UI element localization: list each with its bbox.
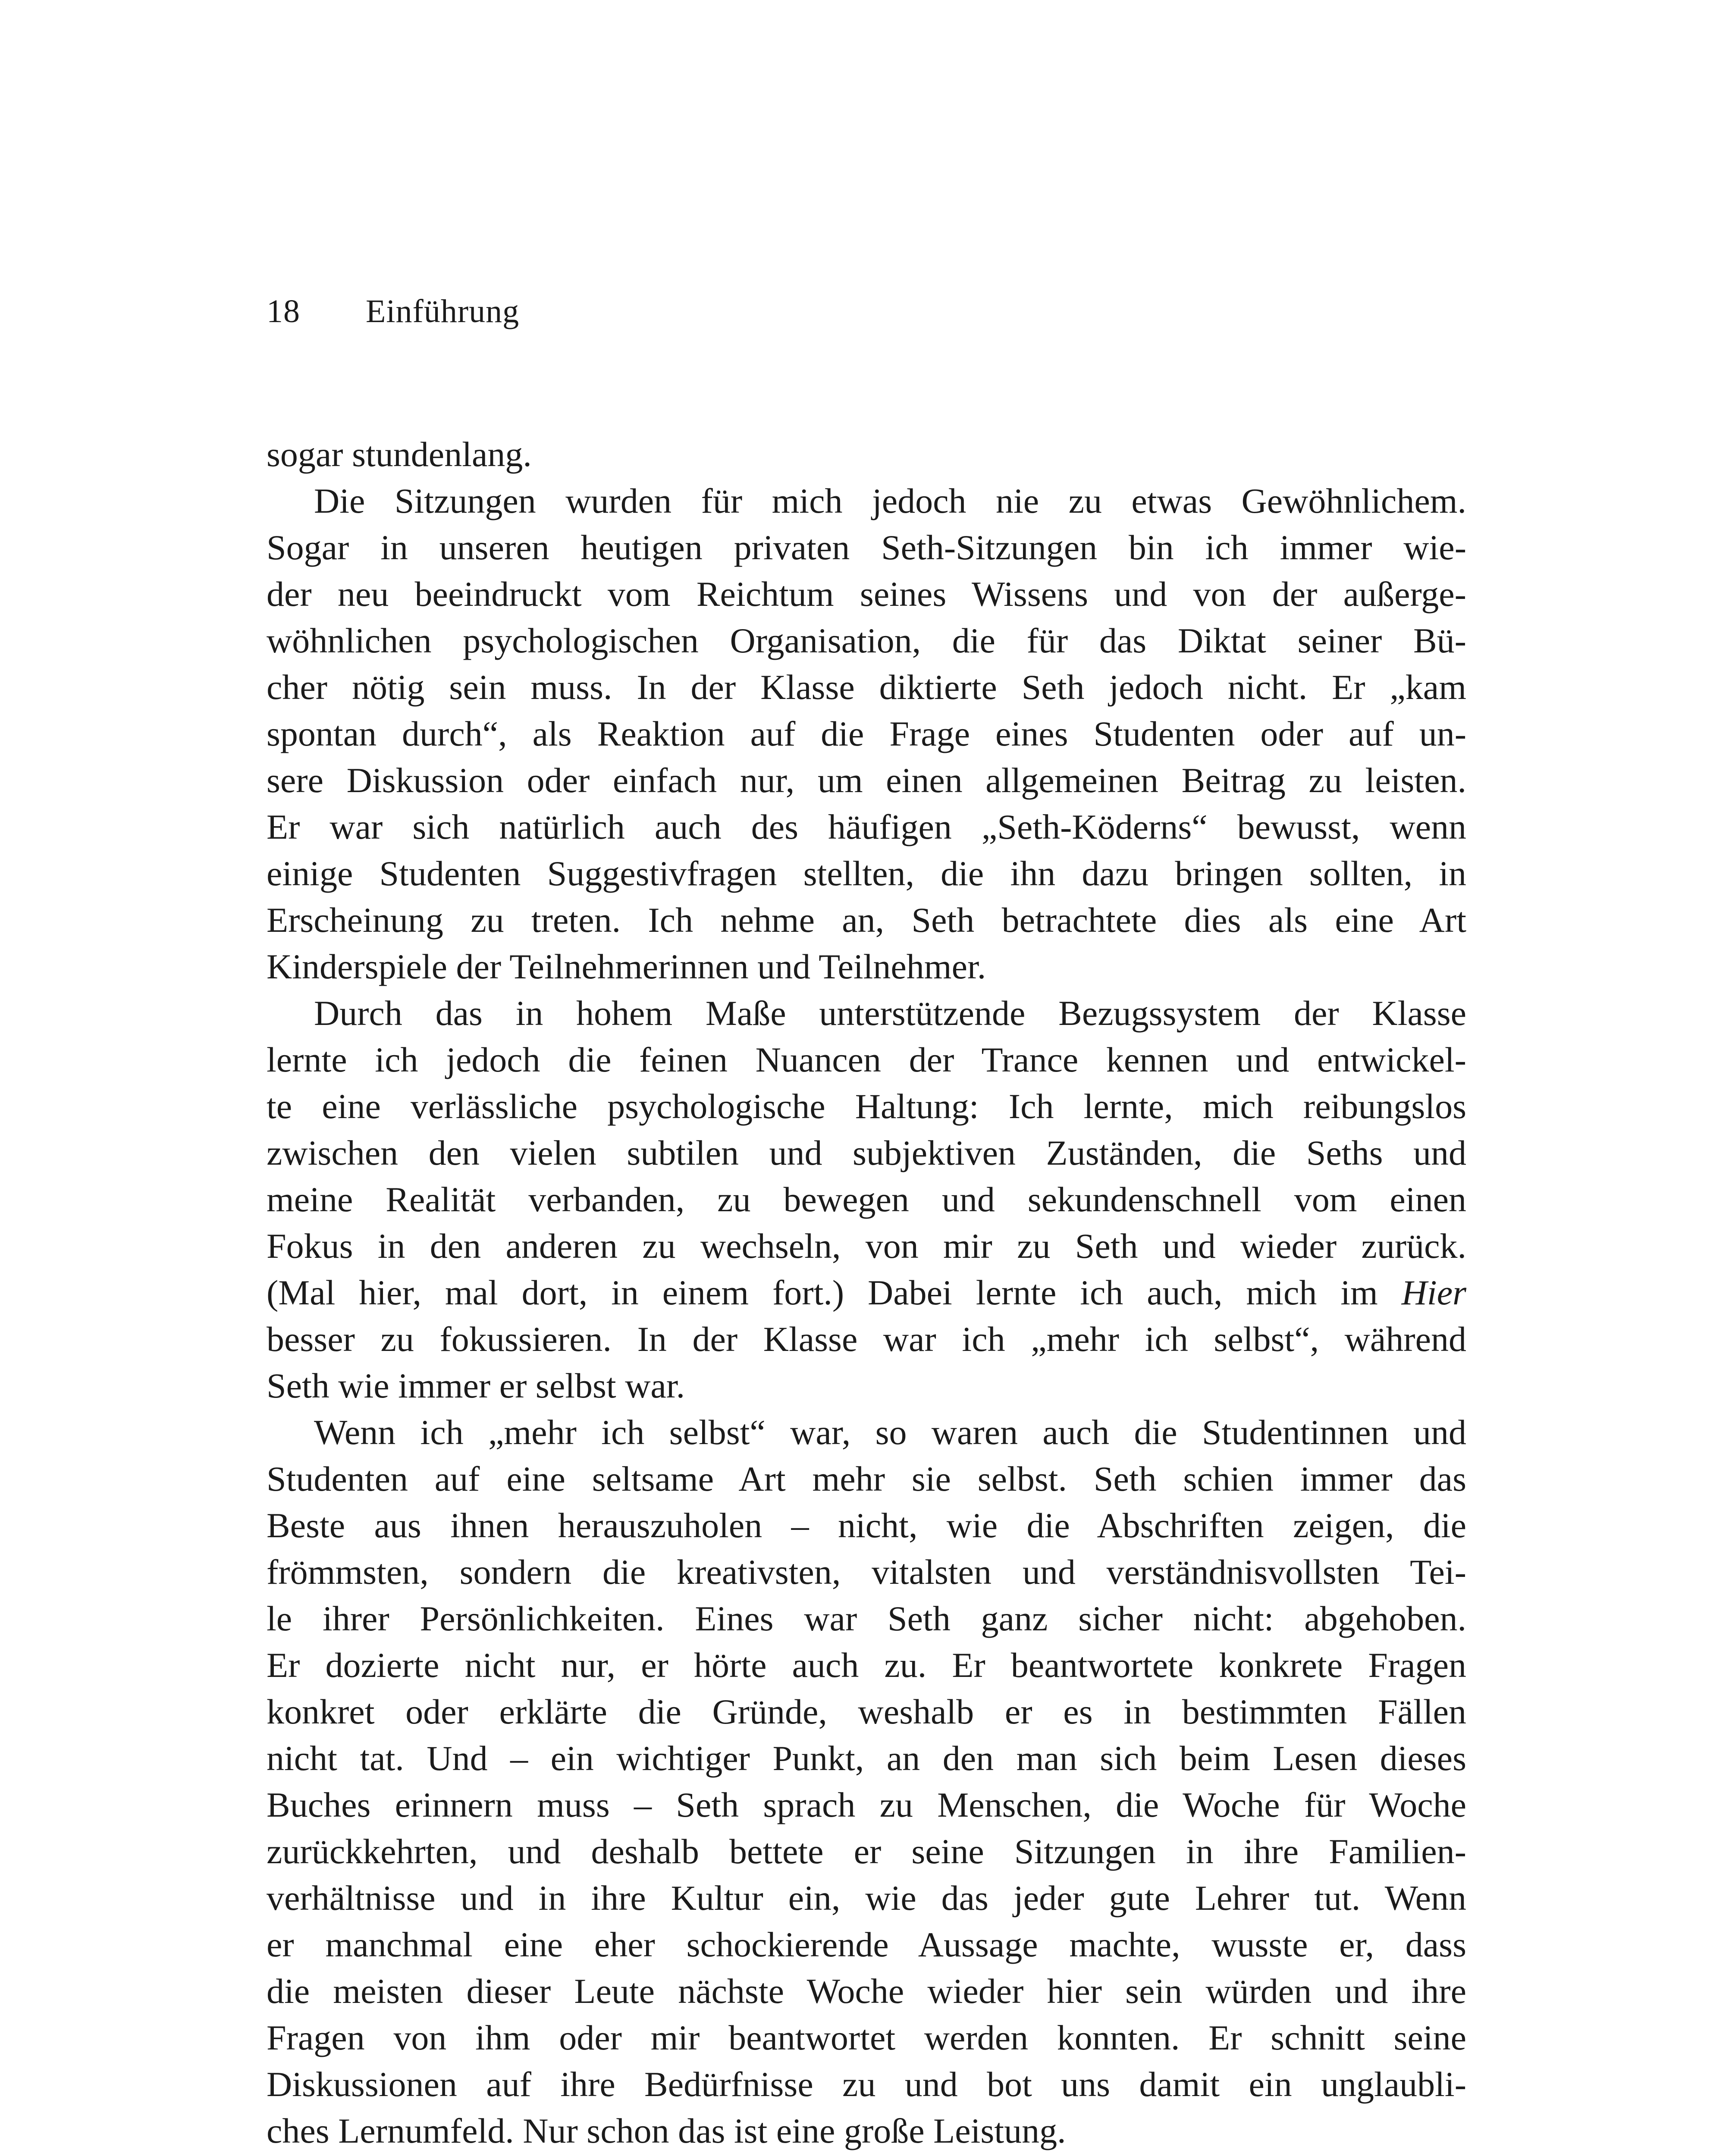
text-line: Sogar in unseren heutigen privaten Seth-Sitzungen bin ich immer wie-: [267, 528, 1466, 567]
text-line: Durch das in hohem Maße unterstützende Bezugssystem der Klasse: [314, 993, 1466, 1033]
text-line: einige Studenten Suggestivfragen stellten, die ihn dazu bringen sollten, in: [267, 854, 1466, 893]
text-line: Beste aus ihnen herauszuholen – nicht, wie die Abschriften zeigen, die: [267, 1506, 1466, 1545]
text-line: cher nötig sein muss. In der Klasse diktierte Seth jedoch nicht. Er „kam: [267, 667, 1466, 707]
text-line: wöhnlichen psychologischen Organisation, die für das Diktat seiner Bü-: [267, 621, 1466, 660]
text-line: zwischen den vielen subtilen und subjektiven Zuständen, die Seths und: [267, 1133, 1466, 1172]
running-head: [267, 290, 519, 333]
text-line: besser zu fokussieren. In der Klasse war ich „mehr ich selbst“, während: [267, 1319, 1466, 1359]
text-line: meine Realität verbanden, zu bewegen und sekundenschnell vom einen: [267, 1180, 1466, 1219]
text-line: te eine verlässliche psychologische Haltung: Ich lernte, mich reibungslos: [267, 1087, 1466, 1126]
text-line: spontan durch“, als Reaktion auf die Frage eines Studenten oder auf un-: [267, 714, 1466, 753]
text-line: Erscheinung zu treten. Ich nehme an, Seth betrachtete dies als eine Art: [267, 900, 1466, 940]
text-line: Die Sitzungen wurden für mich jedoch nie zu etwas Gewöhnlichem.: [314, 481, 1466, 520]
text-line: Studenten auf eine seltsame Art mehr sie selbst. Seth schien immer das: [267, 1459, 1466, 1498]
text-line: verhältnisse und in ihre Kultur ein, wie das jeder gute Lehrer tut. Wenn: [267, 1878, 1466, 1918]
text-line: Buches erinnern muss – Seth sprach zu Menschen, die Woche für Woche: [267, 1785, 1466, 1824]
text-line: Seth wie immer er selbst war.: [267, 1366, 685, 1405]
text-line: Er dozierte nicht nur, er hörte auch zu. Er beantwortete konkrete Fragen: [267, 1645, 1466, 1685]
text-line: ches Lernumfeld. Nur schon das ist eine große Leistung.: [267, 2111, 1066, 2150]
text-line: Fokus in den anderen zu wechseln, von mir zu Seth und wieder zurück.: [267, 1226, 1466, 1266]
text-line: le ihrer Persönlichkeiten. Eines war Seth ganz sicher nicht: abgehoben.: [267, 1599, 1466, 1638]
text-line: die meisten dieser Leute nächste Woche wieder hier sein würden und ihre: [267, 1971, 1466, 2011]
text-line: Er war sich natürlich auch des häufigen „Seth-Köderns“ bewusst, wenn: [267, 807, 1466, 846]
emphasis-text: Hier: [1401, 1273, 1466, 1312]
text-line: Fragen von ihm oder mir beantwortet werden konnten. Er schnitt seine: [267, 2018, 1466, 2057]
text-line: nicht tat. Und – ein wichtiger Punkt, an den man sich beim Lesen dieses: [267, 1739, 1466, 1778]
text-line: konkret oder erklärte die Gründe, weshalb er es in bestimmten Fällen: [267, 1692, 1466, 1731]
text-line: er manchmal eine eher schockierende Aussage machte, wusste er, dass: [267, 1925, 1466, 1964]
text-line: zurückkehrten, und deshalb bettete er seine Sitzungen in ihre Familien-: [267, 1832, 1466, 1871]
text-line: frömmsten, sondern die kreativsten, vitalsten und verständnisvollsten Tei-: [267, 1552, 1466, 1592]
text-segment: (Mal hier, mal dort, in einem fort.) Dabei lernte ich auch, mich im: [267, 1273, 1402, 1312]
text-line: sogar stundenlang.: [267, 435, 532, 474]
text-line: Diskussionen auf ihre Bedürfnisse zu und bot uns damit ein unglaubli-: [267, 2065, 1466, 2104]
text-line: sere Diskussion oder einfach nur, um einen allgemeinen Beitrag zu leisten.: [267, 761, 1466, 800]
text-line: der neu beeindruckt vom Reichtum seines Wissens und von der außerge-: [267, 574, 1466, 614]
text-line-with-emphasis: [267, 1269, 1466, 1316]
body-text: [267, 431, 1466, 2154]
page-number: 18: [267, 293, 300, 329]
text-line: lernte ich jedoch die feinen Nuancen der Trance kennen und entwickel-: [267, 1040, 1466, 1079]
text-line: Kinderspiele der Teilnehmerinnen und Teilnehmer.: [267, 947, 986, 986]
text-line: Wenn ich „mehr ich selbst“ war, so waren auch die Studentinnen und: [314, 1413, 1466, 1452]
section-title: Einführung: [366, 293, 520, 329]
